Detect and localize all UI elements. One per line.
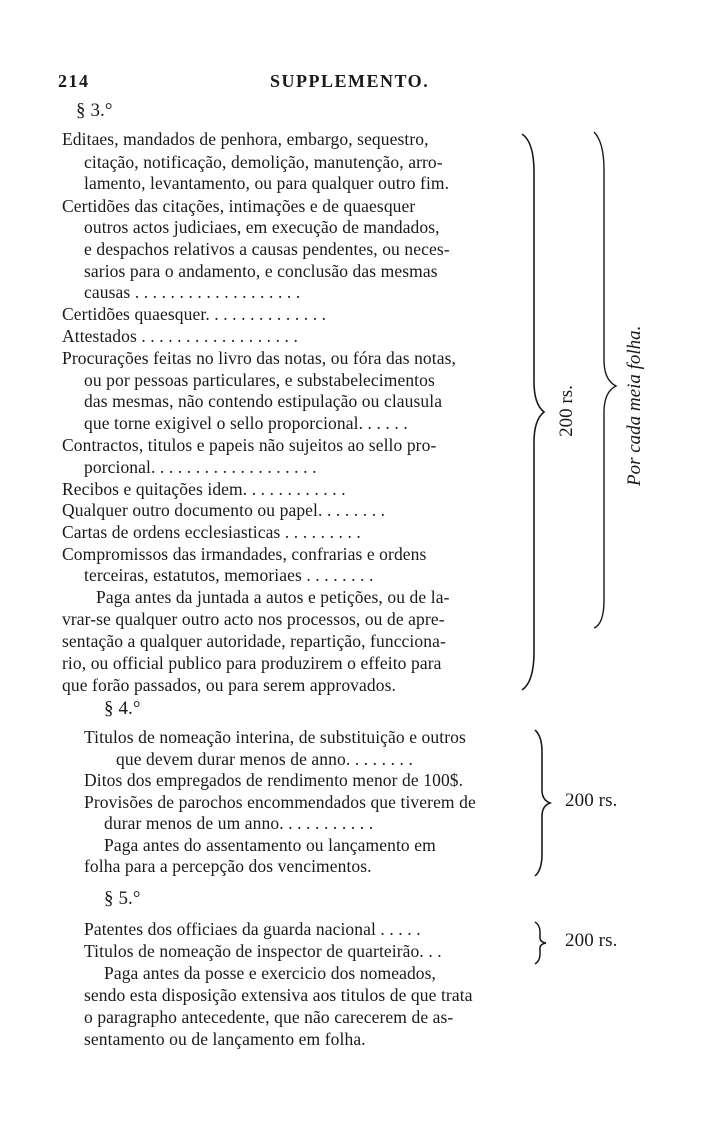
s5-line: Titulos de nomeação de inspector de quarteirão. . . — [84, 941, 442, 961]
s3-line: causas . . . . . . . . . . . . . . . . . . . — [84, 282, 301, 302]
s5-line: Patentes dos officiaes da guarda nacional . . . . . — [84, 919, 421, 939]
s3-line: vrar-se qualquer outro acto nos processos, ou de apre- — [62, 609, 445, 629]
section-4-brace — [532, 728, 554, 878]
section-3-heading: § 3.° — [76, 100, 113, 121]
s3-line: Cartas de ordens ecclesiasticas . . . . . . . . . — [62, 522, 361, 542]
s3-line: Procurações feitas no livro das notas, ou fóra das notas, — [62, 348, 456, 368]
s5-line: sentamento ou de lançamento em folha. — [84, 1029, 366, 1049]
s5-line: Paga antes da posse e exercicio dos nomeados, — [104, 963, 437, 983]
s3-line: das mesmas, não contendo estipulação ou clausula — [84, 391, 443, 411]
s3-line: Attestados . . . . . . . . . . . . . . . . . . — [62, 326, 298, 346]
section-3-brace — [518, 132, 548, 692]
s3-line: e despachos relativos a causas pendentes, ou neces- — [84, 239, 450, 259]
s3-line: sarios para o andamento, e conclusão das mesmas — [84, 261, 438, 281]
section-3-note: Por cada meia folha. — [624, 325, 645, 486]
s3-line: Contractos, titulos e papeis não sujeitos ao sello pro- — [62, 435, 437, 455]
s3-line: ou por pessoas particulares, e substabelecimentos — [84, 370, 435, 390]
s3-line: outros actos judiciaes, em execução de mandados, — [84, 217, 440, 237]
s3-line: Compromissos das irmandades, confrarias e ordens — [62, 544, 427, 564]
s3-line: terceiras, estatutos, memoriaes . . . . . . . . — [84, 565, 374, 585]
s3-line: porcional. . . . . . . . . . . . . . . . . . . — [84, 457, 317, 477]
s4-line: que devem durar menos de anno. . . . . . . . — [116, 749, 413, 769]
s3-line: que forão passados, ou para serem approvados. — [62, 675, 396, 695]
s4-line: Paga antes do assentamento ou lançamento em — [104, 835, 436, 855]
s3-line: Qualquer outro documento ou papel. . . . . . . . — [62, 500, 386, 520]
s3-line: Editaes, mandados de penhora, embargo, sequestro, — [62, 129, 429, 149]
s3-line: Paga antes da juntada a autos e petições, ou de la- — [96, 587, 450, 607]
s4-line: folha para a percepção dos vencimentos. — [84, 856, 372, 876]
section-3-amount: 200 rs. — [556, 385, 577, 437]
s3-line: Certidões das citações, intimações e de quaesquer — [62, 196, 416, 216]
s3-line: rio, ou official publico para produzirem o effeito para — [62, 653, 442, 673]
page-number: 214 — [58, 71, 90, 91]
section-5-amount: 200 rs. — [565, 930, 618, 951]
s3-line: Recibos e quitações idem. . . . . . . . . . . . — [62, 479, 346, 499]
s4-line: durar menos de um anno. . . . . . . . . . . — [104, 813, 374, 833]
section-4-amount: 200 rs. — [565, 790, 618, 811]
section-3-outer-brace — [590, 130, 620, 630]
s3-line: citação, notificação, demolição, manutenção, arro- — [84, 152, 443, 172]
s3-line: lamento, levantamento, ou para qualquer outro fim. — [84, 173, 450, 193]
s5-line: o paragrapho antecedente, que não carecerem de as- — [84, 1007, 454, 1027]
section-5-brace — [532, 920, 550, 966]
section-5-heading: § 5.° — [104, 888, 141, 909]
s3-line: sentação a qualquer autoridade, repartição, funcciona- — [62, 631, 446, 651]
running-title: SUPPLEMENTO. — [270, 71, 430, 91]
s4-line: Ditos dos empregados de rendimento menor de 100$. — [84, 770, 464, 790]
s5-line: sendo esta disposição extensiva aos titulos de que trata — [84, 985, 473, 1005]
s3-line: que torne exigivel o sello proporcional. . . . . . — [84, 413, 408, 433]
s4-line: Provisões de parochos encommendados que tiverem de — [84, 792, 476, 812]
s4-line: Titulos de nomeação interina, de substituição e outros — [84, 727, 466, 747]
section-4-heading: § 4.° — [104, 698, 141, 719]
s3-line: Certidões quaesquer. . . . . . . . . . . . . . — [62, 304, 327, 324]
